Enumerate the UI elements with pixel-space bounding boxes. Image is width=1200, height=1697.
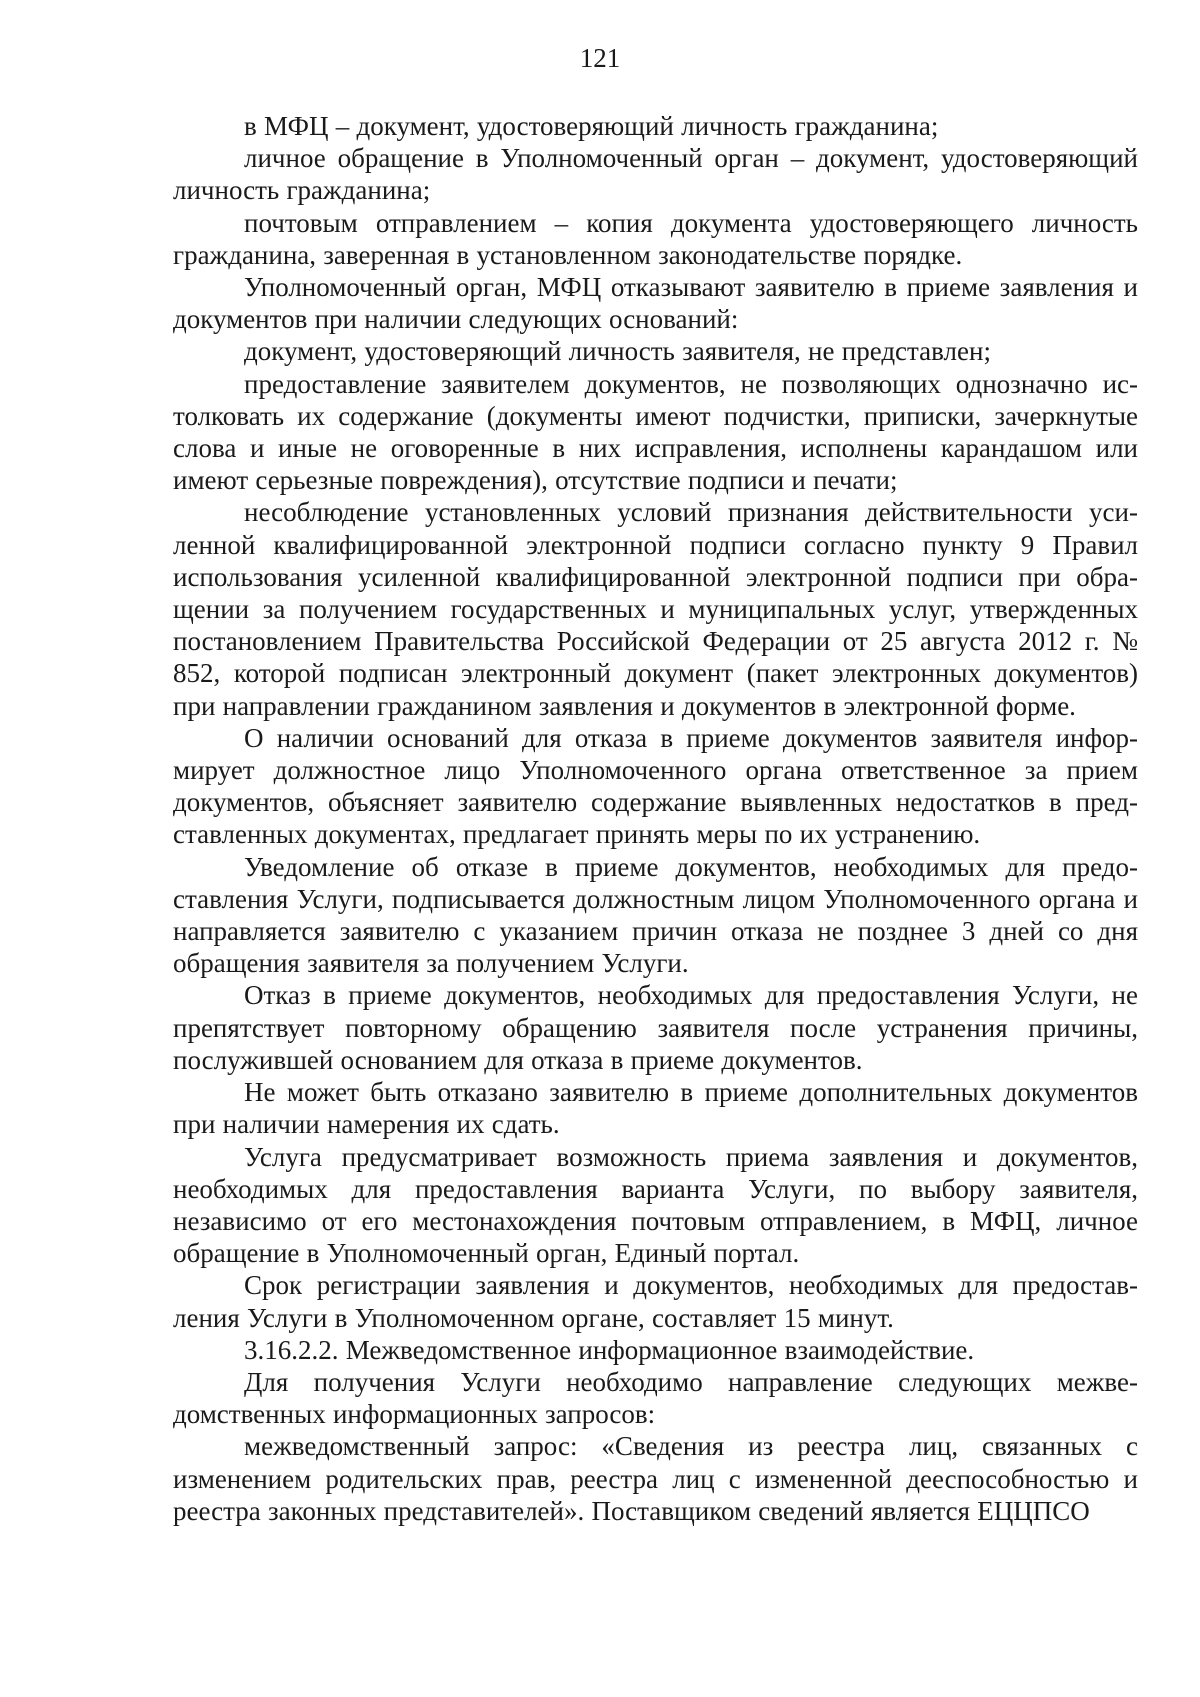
paragraph: Срок регистрации заявления и документов, необходимых для предоставления Услуги в Уполномоченном органе, составляет 15 минут. bbox=[173, 1270, 1138, 1333]
paragraph: О наличии оснований для отказа в приеме документов заявителя информирует должностное лицо Уполномоченного органа ответственное за прием документов, объясняет заявителю содержание выявленных недостатков в представленных документах, предлагает принять меры по их устранению. bbox=[173, 722, 1138, 850]
paragraph: 3.16.2.2. Межведомственное информационное взаимодействие. bbox=[244, 1334, 975, 1365]
paragraph: межведомственный запрос: «Сведения из реестра лиц, связанных с изменением родительских прав, реестра лиц с измененной дееспособностью и реестра законных представителей». Поставщиком сведений является ЕЦЦПСО bbox=[173, 1431, 1138, 1526]
paragraph: Для получения Услуги необходимо направление следующих межведомственных информационных запросов: bbox=[173, 1366, 1138, 1430]
paragraph: Не может быть отказано заявителю в приеме дополнительных документов при наличии намерения их сдать. bbox=[173, 1077, 1138, 1140]
document-body bbox=[173, 110, 1138, 1527]
paragraph: Услуга предусматривает возможность приема заявления и документов, необходимых для предоставления варианта Услуги, по выбору заявителя, независимо от его местонахождения почтовым отправлением, в МФЦ, личное обращение в Уполномоченный орган, Единый портал. bbox=[173, 1141, 1138, 1269]
paragraph: личное обращение в Уполномоченный орган – документ, удостоверяющий личность гражданина; bbox=[173, 143, 1138, 206]
paragraph: предоставление заявителем документов, не позволяющих однозначно истолковать их содержание (документы имеют подчистки, приписки, зачеркнутые слова и иные не оговоренные в них исправления, исполнены карандашом или имеют серьезные повреждения), отсутствие подписи и печати; bbox=[173, 368, 1138, 496]
paragraph: несоблюдение установленных условий признания действительности усиленной квалифицированной электронной подписи согласно пункту 9 Правил использования усиленной квалифицированной электронной подписи при обращении за получением государственных и муниципальных услуг, утвержденных постановлением Правительства Российской Федерации от 25 августа 2012 г. № 852, которой подписан электронный документ (пакет электронных документов) при направлении гражданином заявления и документов в электронной форме. bbox=[173, 497, 1138, 721]
paragraph: Уведомление об отказе в приеме документов, необходимых для предоставления Услуги, подписывается должностным лицом Уполномоченного органа и направляется заявителю с указанием причин отказа не позднее 3 дней со дня обращения заявителя за получением Услуги. bbox=[173, 851, 1138, 979]
paragraph: Уполномоченный орган, МФЦ отказывают заявителю в приеме заявления и документов при наличии следующих оснований: bbox=[173, 272, 1138, 335]
paragraph: Отказ в приеме документов, необходимых для предоставления Услуги, не препятствует повторному обращению заявителя после устранения причины, послужившей основанием для отказа в приеме документов. bbox=[173, 980, 1138, 1075]
page-number: 121 bbox=[579, 43, 621, 73]
paragraph: в МФЦ – документ, удостоверяющий личность гражданина; bbox=[244, 111, 939, 141]
paragraph: документ, удостоверяющий личность заявителя, не представлен; bbox=[244, 336, 991, 367]
paragraph: почтовым отправлением – копия документа удостоверяющего личность гражданина, заверенная в установленном законодательстве порядке. bbox=[173, 207, 1138, 270]
